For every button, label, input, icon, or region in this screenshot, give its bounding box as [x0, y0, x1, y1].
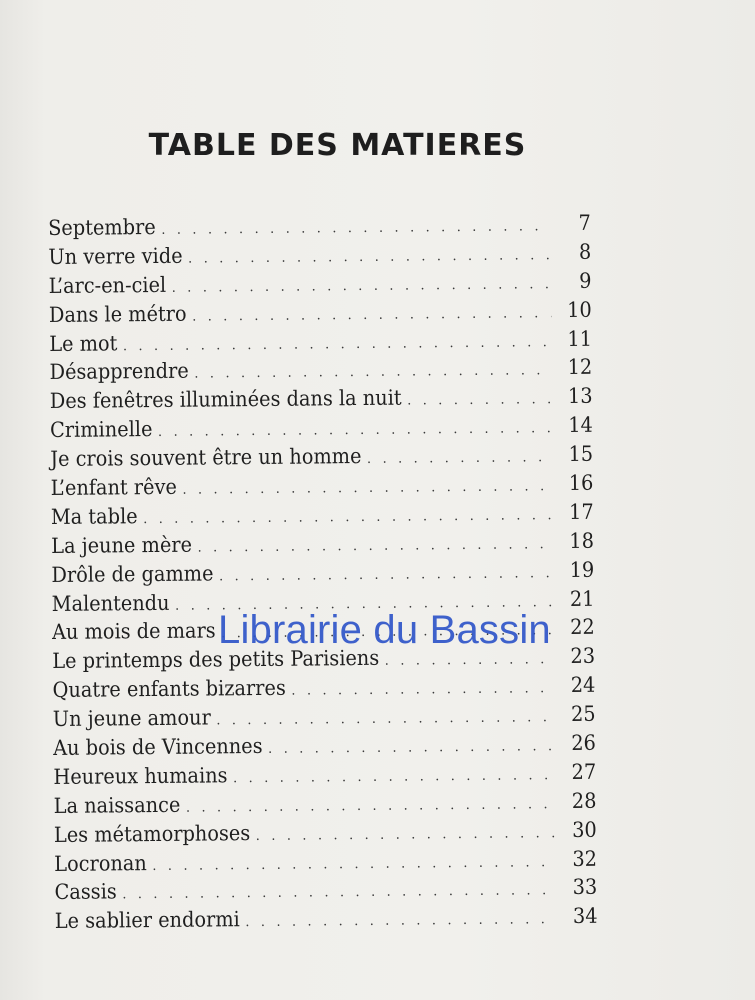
toc-entry-page-number: 13: [567, 384, 593, 409]
toc-entry-page-number: 30: [572, 817, 597, 842]
toc-entry-title: Drôle de gamme: [51, 561, 214, 587]
toc-entry-page-number: 12: [567, 355, 593, 380]
toc-entry-page-number: 10: [567, 297, 592, 322]
toc-entry-page-number: 21: [569, 586, 595, 611]
toc-entry-page-number: 8: [578, 239, 592, 264]
toc-entry-title: Au bois de Vincennes: [53, 733, 263, 761]
toc-entry-page-number: 16: [568, 470, 594, 496]
toc-entry-title: Ma table: [50, 504, 138, 529]
toc-entry: [55, 902, 598, 936]
toc-entry-page-number: 34: [572, 904, 598, 929]
toc-entry-page-number: 32: [572, 846, 598, 871]
toc-entry-title: Au mois de mars: [51, 618, 216, 645]
toc-entry-page-number: 19: [569, 557, 595, 582]
toc-entry-title: La naissance: [53, 792, 181, 818]
toc-entry-title: Le mot: [49, 330, 118, 356]
toc-entry-page-number: 11: [567, 326, 593, 351]
toc-entry-title: L’enfant rêve: [50, 474, 177, 501]
toc-entry-page-number: 26: [571, 730, 597, 756]
toc-entry-page-number: 17: [568, 499, 594, 524]
toc-entry-title: Locronan: [54, 850, 147, 876]
toc-entry-page-number: 28: [571, 788, 597, 813]
toc-entry-title: Désapprendre: [49, 359, 189, 385]
toc-entry-title: La jeune mère: [51, 532, 193, 558]
toc-entry-page-number: 23: [570, 644, 596, 669]
toc-entry-page-number: 7: [578, 210, 592, 235]
toc-entry-title: Heureux humains: [53, 763, 228, 789]
toc-entry-title: Dans le métro: [48, 301, 187, 327]
toc-entry-title: Criminelle: [49, 417, 153, 443]
table-of-contents: [48, 208, 645, 936]
toc-entry-page-number: 24: [570, 673, 596, 698]
toc-entry-title: Les métamorphoses: [53, 820, 251, 847]
toc-entry-title: Un verre vide: [48, 243, 183, 269]
toc-entry-page-number: 22: [570, 615, 595, 640]
toc-entry-page-number: 25: [570, 701, 596, 727]
watermark: Librairie du Bassin: [218, 608, 551, 652]
dot-leader: [245, 906, 557, 938]
toc-entry-title: Des fenêtres illuminées dans la nuit: [49, 385, 402, 414]
toc-entry-title: Le printemps des petits Parisiens: [52, 646, 380, 674]
toc-entry-title: Un jeune amour: [52, 705, 211, 732]
toc-entry-page-number: 18: [569, 528, 595, 553]
toc-entry-page-number: 9: [579, 268, 592, 293]
toc-entry-title: Malentendu: [51, 590, 170, 616]
toc-entry-title: Septembre: [48, 214, 156, 240]
toc-entry-title: Cassis: [54, 879, 117, 905]
toc-entry-title: L’arc-en-ciel: [48, 272, 167, 298]
toc-entry-page-number: 33: [572, 875, 598, 900]
toc-entry-title: Je crois souvent être un homme: [50, 444, 362, 472]
toc-entry-title: Le sablier endormi: [54, 907, 240, 934]
toc-entry-page-number: 15: [568, 441, 594, 467]
toc-entry-title: Quatre enfants bizarres: [52, 675, 286, 703]
toc-entry-page-number: 14: [568, 413, 593, 438]
page-title: TABLE DES MATIERES: [148, 128, 527, 163]
toc-entry-page-number: 27: [571, 759, 597, 784]
